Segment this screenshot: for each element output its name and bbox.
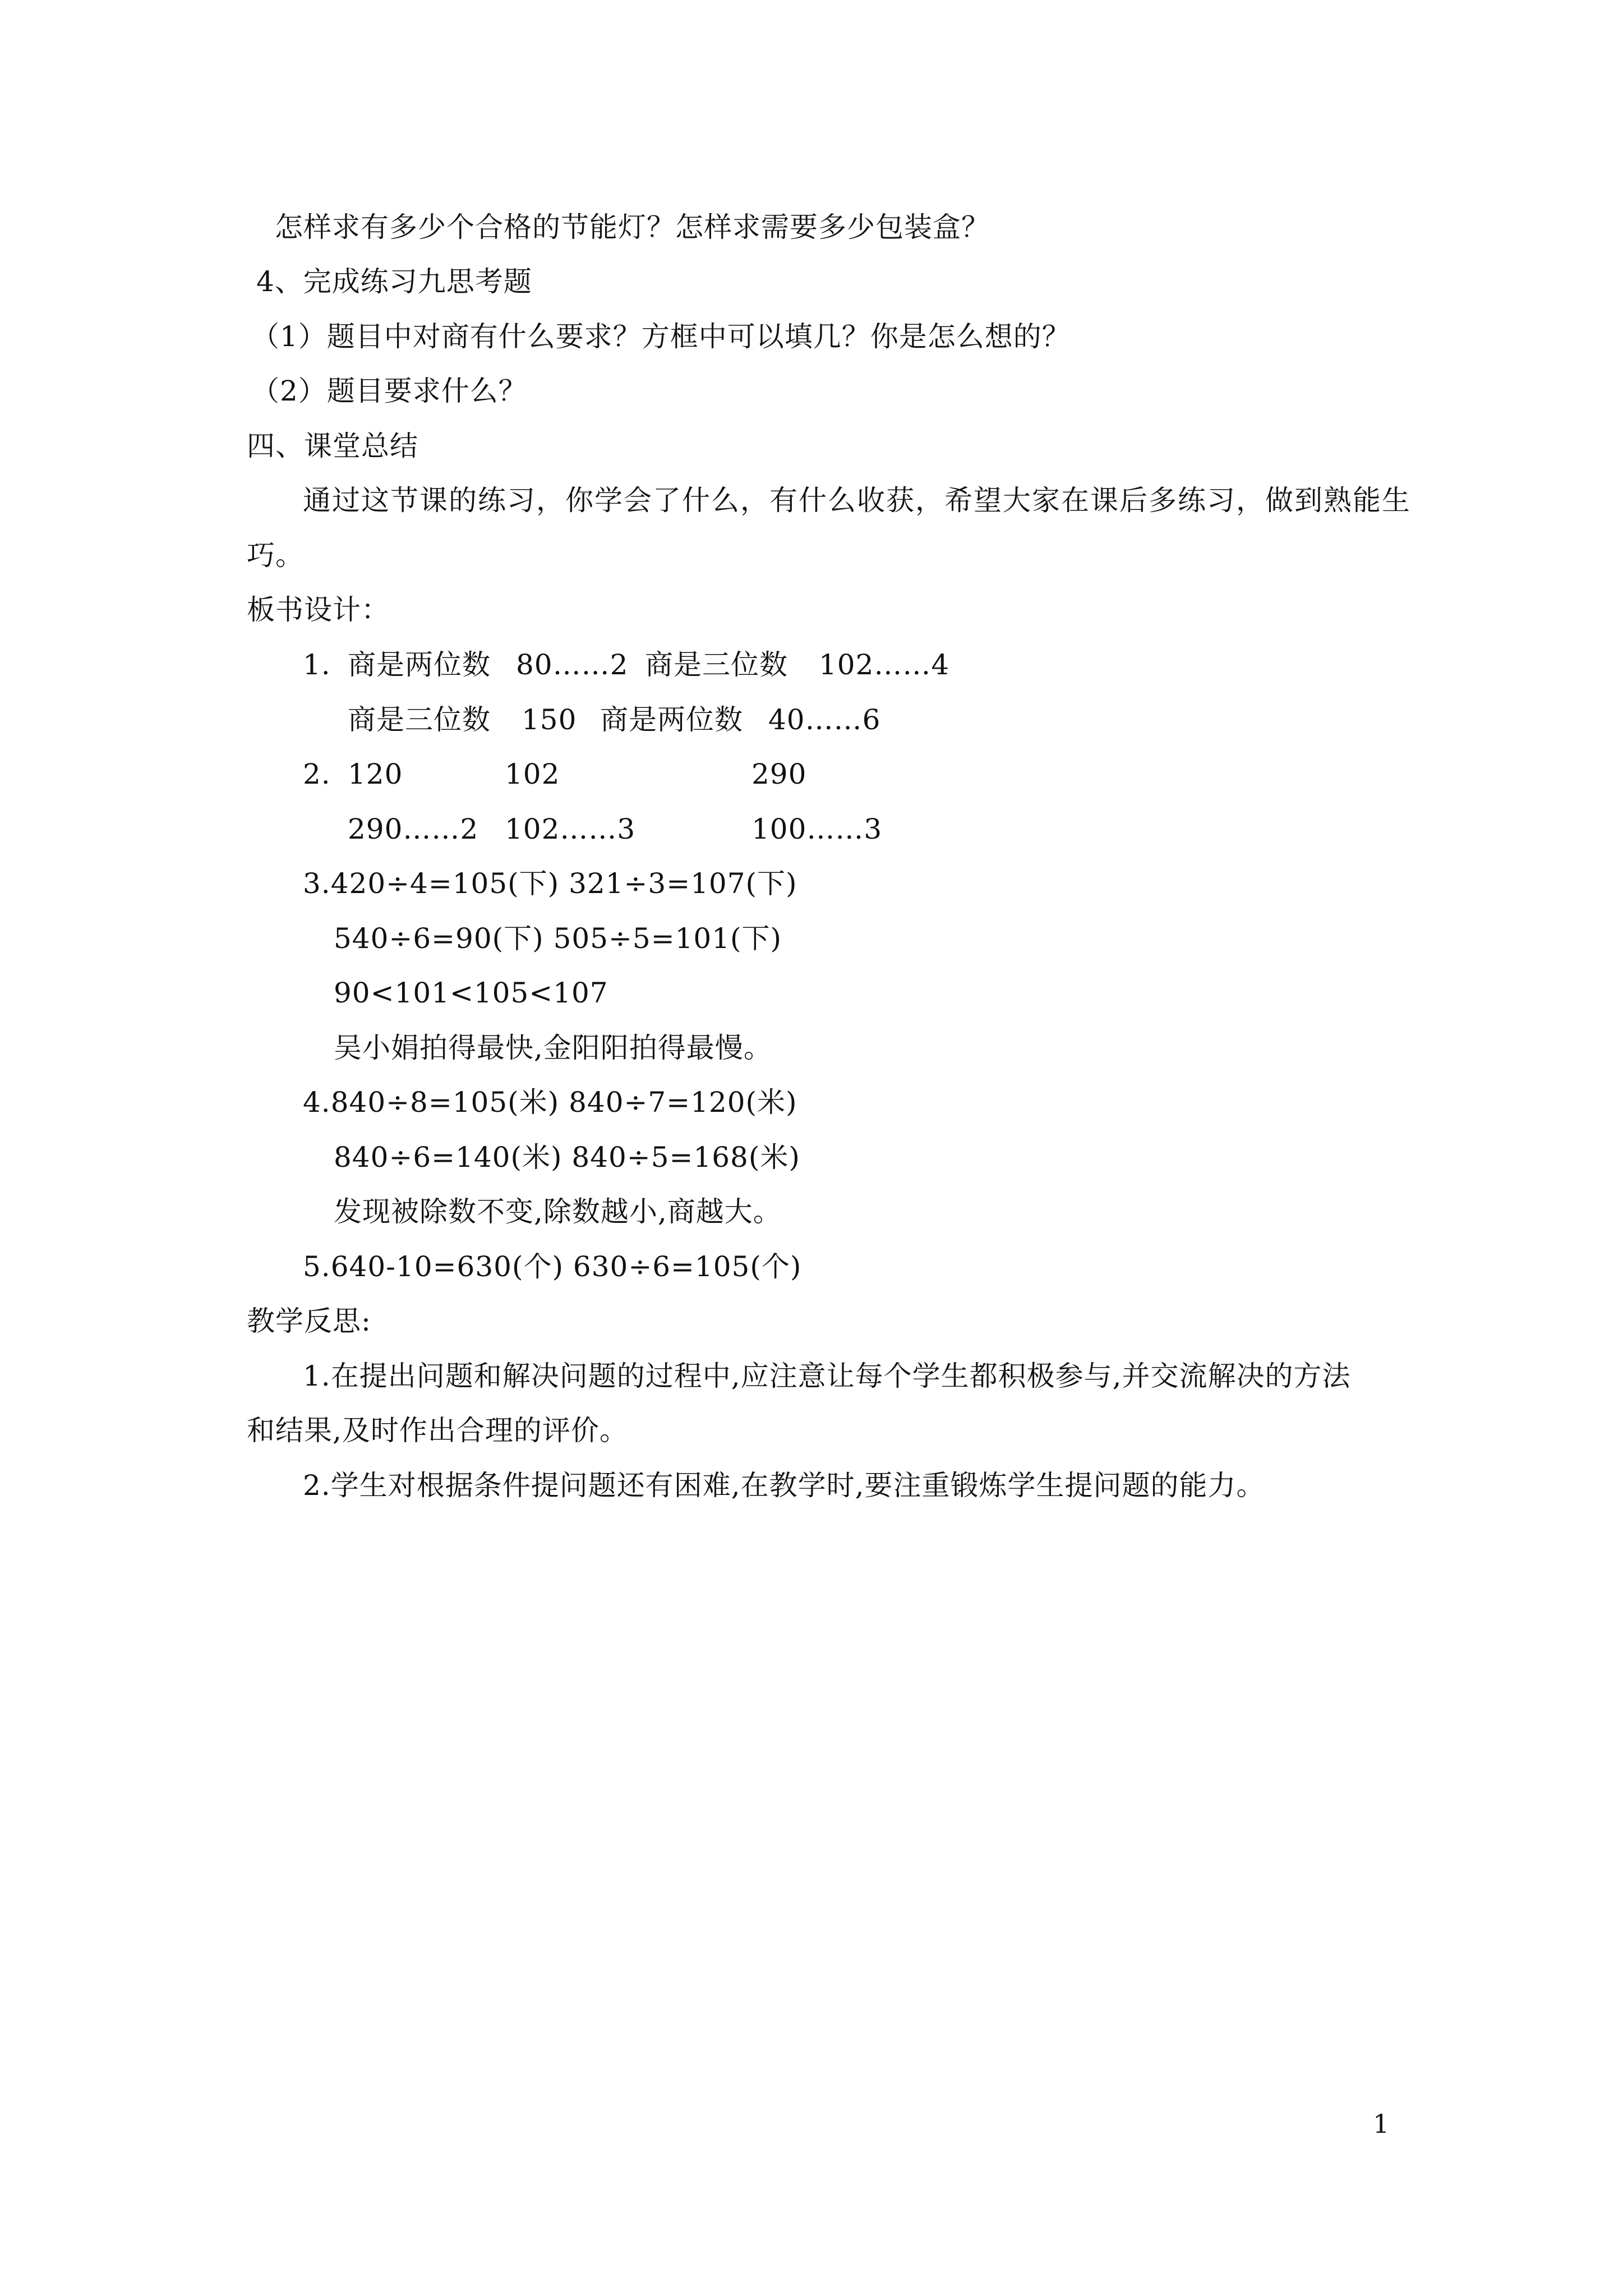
board-row-1-number: 1.	[303, 648, 331, 681]
board-line-4-conclusion: 发现被除数不变,除数越小,商越大。	[334, 1195, 782, 1228]
board-row-1-value-b: 102……4	[819, 648, 950, 681]
text-line-question-methods: 怎样求有多少个合格的节能灯？怎样求需要多少包装盒？	[275, 211, 990, 243]
board-row-3-number: 2.	[303, 758, 331, 790]
board-row-4-value-b: 102……3	[505, 813, 636, 845]
board-row-3-value-a: 120	[348, 758, 403, 790]
board-line-5-equations: 5.640-10=630(个) 630÷6=105(个)	[303, 1250, 802, 1283]
board-row-1-value-a: 80……2	[516, 648, 629, 681]
text-line-sub-1: （1）题目中对商有什么要求？方框中可以填几？你是怎么想的？	[251, 320, 1071, 353]
board-row-2-label-b: 商是两位数	[600, 703, 743, 736]
board-row-3-value-b: 102	[505, 758, 560, 790]
board-row-1-label-a: 商是两位数	[348, 648, 491, 681]
board-row-4-value-a: 290……2	[348, 813, 479, 845]
reflection-point-1-continued: 和结果,及时作出合理的评价。	[247, 1414, 628, 1447]
board-row-4-value-c: 100……3	[751, 813, 883, 845]
board-row-4	[303, 812, 1032, 846]
section-heading-reflection: 教学反思:	[247, 1305, 371, 1337]
board-line-3-equations-b: 540÷6=90(下) 505÷5=101(下)	[334, 922, 782, 955]
board-row-3-value-c: 290	[751, 758, 807, 790]
board-row-3	[303, 757, 1032, 791]
board-row-1-label-b: 商是三位数	[645, 648, 788, 681]
board-line-4-equations-b: 840÷6=140(米) 840÷5=168(米)	[334, 1141, 800, 1174]
reflection-point-2: 2.学生对根据条件提问题还有困难,在教学时,要注重锻炼学生提问题的能力。	[303, 1469, 1265, 1502]
board-row-1	[303, 648, 1032, 682]
text-line-sub-2: （2）题目要求什么？	[251, 375, 527, 407]
board-line-3-comparison: 90<101<105<107	[334, 977, 608, 1009]
section-heading-summary: 四、课堂总结	[247, 430, 418, 462]
page-number: 1	[1373, 2109, 1390, 2139]
board-row-2-label-a: 商是三位数	[348, 703, 491, 736]
board-row-2-value-b: 40……6	[768, 703, 881, 736]
board-line-3-equations-a: 3.420÷4=105(下) 321÷3=107(下)	[303, 867, 797, 900]
text-line-summary-end: 巧。	[247, 539, 304, 572]
text-line-item-4: 4、完成练习九思考题	[256, 265, 532, 298]
board-line-4-equations-a: 4.840÷8=105(米) 840÷7=120(米)	[303, 1086, 797, 1119]
board-line-3-conclusion: 吴小娟拍得最快,金阳阳拍得最慢。	[334, 1032, 772, 1064]
board-row-2	[303, 703, 1032, 737]
board-row-2-value-a: 150	[522, 703, 577, 736]
text-line-summary-body: 通过这节课的练习，你学会了什么，有什么收获，希望大家在课后多练习，做到熟能生	[303, 484, 1411, 517]
section-heading-board-design: 板书设计：	[247, 593, 390, 626]
reflection-point-1: 1.在提出问题和解决问题的过程中,应注意让每个学生都积极参与,并交流解决的方法	[303, 1360, 1351, 1392]
